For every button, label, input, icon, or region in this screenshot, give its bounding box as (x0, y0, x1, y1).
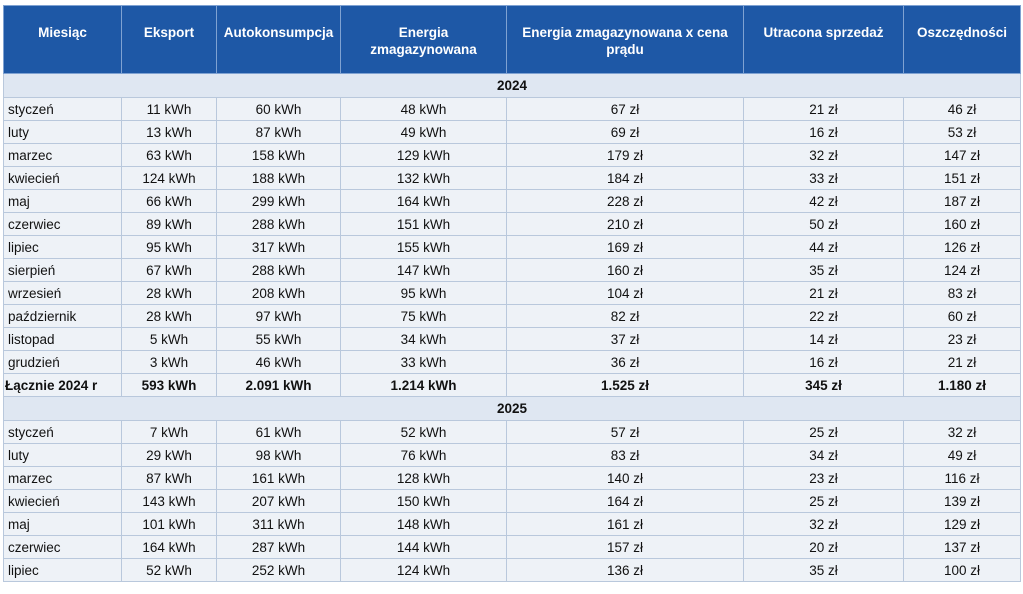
table-row (4, 121, 1021, 144)
cell-stored-energy: 95 kWh (341, 282, 507, 305)
cell-lost-sale: 42 zł (744, 190, 904, 213)
table-row (4, 213, 1021, 236)
cell-month: maj (4, 190, 122, 213)
cell-export: 164 kWh (122, 536, 217, 559)
cell-export: 13 kWh (122, 121, 217, 144)
cell-month: czerwiec (4, 213, 122, 236)
cell-lost-sale: 14 zł (744, 328, 904, 351)
header-stored-energy-value: Energia zmagazynowana x cena prądu (507, 6, 744, 74)
cell-stored-energy: 48 kWh (341, 98, 507, 121)
table-row (4, 490, 1021, 513)
cell-stored-energy: 34 kWh (341, 328, 507, 351)
cell-export: 66 kWh (122, 190, 217, 213)
cell-lost-sale: 16 zł (744, 351, 904, 374)
cell-savings: 126 zł (904, 236, 1021, 259)
cell-self-consumption: 311 kWh (217, 513, 341, 536)
cell-stored-energy-value: 69 zł (507, 121, 744, 144)
cell-month: sierpień (4, 259, 122, 282)
cell-stored-energy: 132 kWh (341, 167, 507, 190)
cell-lost-sale: 32 zł (744, 513, 904, 536)
year-label: 2025 (4, 397, 1021, 421)
total-stored-energy: 1.214 kWh (341, 374, 507, 397)
header-stored-energy: Energia zmagazynowana (341, 6, 507, 74)
cell-month: luty (4, 444, 122, 467)
table-row (4, 236, 1021, 259)
cell-export: 63 kWh (122, 144, 217, 167)
table-row (4, 513, 1021, 536)
cell-export: 89 kWh (122, 213, 217, 236)
cell-lost-sale: 23 zł (744, 467, 904, 490)
year-row (4, 397, 1021, 421)
cell-stored-energy-value: 157 zł (507, 536, 744, 559)
table-row (4, 259, 1021, 282)
cell-savings: 139 zł (904, 490, 1021, 513)
total-export: 593 kWh (122, 374, 217, 397)
cell-export: 29 kWh (122, 444, 217, 467)
cell-export: 101 kWh (122, 513, 217, 536)
table-row (4, 305, 1021, 328)
cell-savings: 21 zł (904, 351, 1021, 374)
cell-export: 67 kWh (122, 259, 217, 282)
cell-stored-energy: 147 kWh (341, 259, 507, 282)
header-lost-sale: Utracona sprzedaż (744, 6, 904, 74)
cell-export: 28 kWh (122, 282, 217, 305)
cell-stored-energy: 49 kWh (341, 121, 507, 144)
cell-stored-energy: 128 kWh (341, 467, 507, 490)
cell-stored-energy-value: 37 zł (507, 328, 744, 351)
cell-self-consumption: 287 kWh (217, 536, 341, 559)
header-export: Eksport (122, 6, 217, 74)
total-lost-sale: 345 zł (744, 374, 904, 397)
header-row (4, 6, 1021, 74)
cell-stored-energy: 151 kWh (341, 213, 507, 236)
cell-lost-sale: 16 zł (744, 121, 904, 144)
cell-savings: 83 zł (904, 282, 1021, 305)
table-row (4, 144, 1021, 167)
cell-lost-sale: 44 zł (744, 236, 904, 259)
cell-self-consumption: 288 kWh (217, 259, 341, 282)
cell-self-consumption: 46 kWh (217, 351, 341, 374)
cell-export: 52 kWh (122, 559, 217, 582)
cell-lost-sale: 20 zł (744, 536, 904, 559)
year-label: 2024 (4, 74, 1021, 98)
cell-export: 3 kWh (122, 351, 217, 374)
cell-month: styczeń (4, 421, 122, 444)
table-body (4, 74, 1021, 582)
cell-stored-energy: 52 kWh (341, 421, 507, 444)
total-self-consumption: 2.091 kWh (217, 374, 341, 397)
cell-savings: 129 zł (904, 513, 1021, 536)
table-row (4, 536, 1021, 559)
cell-savings: 32 zł (904, 421, 1021, 444)
total-month: Łącznie 2024 r (4, 374, 122, 397)
year-row (4, 74, 1021, 98)
cell-self-consumption: 299 kWh (217, 190, 341, 213)
table-row (4, 167, 1021, 190)
cell-savings: 151 zł (904, 167, 1021, 190)
cell-savings: 147 zł (904, 144, 1021, 167)
table-row (4, 328, 1021, 351)
cell-month: kwiecień (4, 490, 122, 513)
cell-savings: 100 zł (904, 559, 1021, 582)
cell-lost-sale: 34 zł (744, 444, 904, 467)
cell-export: 28 kWh (122, 305, 217, 328)
cell-stored-energy-value: 160 zł (507, 259, 744, 282)
cell-month: luty (4, 121, 122, 144)
header-month: Miesiąc (4, 6, 122, 74)
cell-stored-energy-value: 82 zł (507, 305, 744, 328)
cell-self-consumption: 61 kWh (217, 421, 341, 444)
cell-month: lipiec (4, 236, 122, 259)
cell-stored-energy-value: 179 zł (507, 144, 744, 167)
cell-stored-energy: 129 kWh (341, 144, 507, 167)
cell-savings: 137 zł (904, 536, 1021, 559)
cell-stored-energy-value: 210 zł (507, 213, 744, 236)
cell-month: wrzesień (4, 282, 122, 305)
cell-stored-energy-value: 161 zł (507, 513, 744, 536)
table-row (4, 444, 1021, 467)
cell-stored-energy-value: 104 zł (507, 282, 744, 305)
cell-stored-energy: 76 kWh (341, 444, 507, 467)
header-self-consumption: Autokonsumpcja (217, 6, 341, 74)
cell-lost-sale: 22 zł (744, 305, 904, 328)
cell-self-consumption: 317 kWh (217, 236, 341, 259)
cell-lost-sale: 35 zł (744, 559, 904, 582)
cell-export: 124 kWh (122, 167, 217, 190)
cell-export: 5 kWh (122, 328, 217, 351)
energy-table-container (3, 5, 1020, 582)
cell-lost-sale: 25 zł (744, 421, 904, 444)
cell-stored-energy: 148 kWh (341, 513, 507, 536)
cell-self-consumption: 98 kWh (217, 444, 341, 467)
cell-month: grudzień (4, 351, 122, 374)
table-row (4, 421, 1021, 444)
cell-export: 11 kWh (122, 98, 217, 121)
cell-self-consumption: 97 kWh (217, 305, 341, 328)
cell-savings: 49 zł (904, 444, 1021, 467)
cell-savings: 124 zł (904, 259, 1021, 282)
cell-stored-energy-value: 184 zł (507, 167, 744, 190)
cell-stored-energy-value: 36 zł (507, 351, 744, 374)
cell-savings: 60 zł (904, 305, 1021, 328)
cell-stored-energy: 124 kWh (341, 559, 507, 582)
cell-savings: 116 zł (904, 467, 1021, 490)
cell-month: marzec (4, 467, 122, 490)
cell-stored-energy: 164 kWh (341, 190, 507, 213)
cell-stored-energy: 144 kWh (341, 536, 507, 559)
cell-self-consumption: 207 kWh (217, 490, 341, 513)
cell-stored-energy-value: 57 zł (507, 421, 744, 444)
header-savings: Oszczędności (904, 6, 1021, 74)
cell-lost-sale: 33 zł (744, 167, 904, 190)
cell-stored-energy-value: 67 zł (507, 98, 744, 121)
cell-month: lipiec (4, 559, 122, 582)
energy-savings-table (3, 5, 1021, 582)
cell-stored-energy-value: 228 zł (507, 190, 744, 213)
cell-lost-sale: 50 zł (744, 213, 904, 236)
cell-savings: 187 zł (904, 190, 1021, 213)
cell-lost-sale: 25 zł (744, 490, 904, 513)
cell-savings: 23 zł (904, 328, 1021, 351)
cell-month: marzec (4, 144, 122, 167)
total-savings: 1.180 zł (904, 374, 1021, 397)
cell-self-consumption: 55 kWh (217, 328, 341, 351)
cell-stored-energy-value: 136 zł (507, 559, 744, 582)
cell-savings: 46 zł (904, 98, 1021, 121)
cell-month: czerwiec (4, 536, 122, 559)
cell-self-consumption: 208 kWh (217, 282, 341, 305)
total-stored-energy-value: 1.525 zł (507, 374, 744, 397)
total-row (4, 374, 1021, 397)
cell-month: styczeń (4, 98, 122, 121)
table-row (4, 98, 1021, 121)
cell-export: 143 kWh (122, 490, 217, 513)
table-row (4, 282, 1021, 305)
cell-self-consumption: 60 kWh (217, 98, 341, 121)
cell-self-consumption: 288 kWh (217, 213, 341, 236)
table-row (4, 190, 1021, 213)
cell-stored-energy-value: 169 zł (507, 236, 744, 259)
cell-savings: 53 zł (904, 121, 1021, 144)
cell-self-consumption: 188 kWh (217, 167, 341, 190)
cell-export: 7 kWh (122, 421, 217, 444)
cell-lost-sale: 21 zł (744, 282, 904, 305)
cell-self-consumption: 252 kWh (217, 559, 341, 582)
cell-stored-energy: 150 kWh (341, 490, 507, 513)
table-row (4, 351, 1021, 374)
cell-self-consumption: 161 kWh (217, 467, 341, 490)
cell-lost-sale: 35 zł (744, 259, 904, 282)
table-row (4, 559, 1021, 582)
cell-self-consumption: 87 kWh (217, 121, 341, 144)
cell-lost-sale: 32 zł (744, 144, 904, 167)
cell-export: 95 kWh (122, 236, 217, 259)
cell-stored-energy-value: 83 zł (507, 444, 744, 467)
cell-savings: 160 zł (904, 213, 1021, 236)
cell-stored-energy-value: 140 zł (507, 467, 744, 490)
cell-stored-energy: 33 kWh (341, 351, 507, 374)
table-row (4, 467, 1021, 490)
cell-month: kwiecień (4, 167, 122, 190)
cell-month: listopad (4, 328, 122, 351)
cell-month: październik (4, 305, 122, 328)
cell-month: maj (4, 513, 122, 536)
cell-stored-energy: 75 kWh (341, 305, 507, 328)
cell-stored-energy: 155 kWh (341, 236, 507, 259)
cell-export: 87 kWh (122, 467, 217, 490)
cell-stored-energy-value: 164 zł (507, 490, 744, 513)
cell-lost-sale: 21 zł (744, 98, 904, 121)
cell-self-consumption: 158 kWh (217, 144, 341, 167)
